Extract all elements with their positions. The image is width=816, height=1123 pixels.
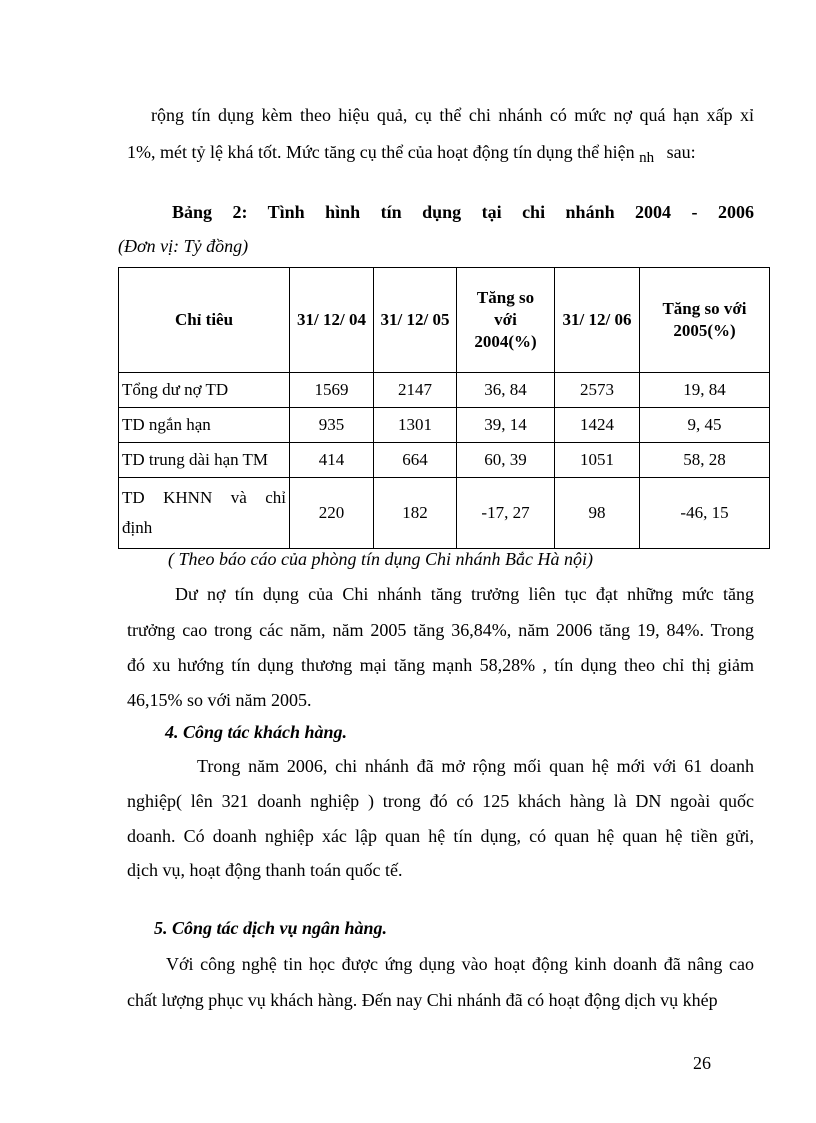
section-5-line-1: Với công nghệ tin học được ứng dụng vào hoạt động kinh doanh đã nâng cao xyxy=(166,954,754,974)
intro-line-2 xyxy=(127,141,754,165)
cell-2004: 935 xyxy=(290,408,374,443)
intro-line-2-end: sau: xyxy=(666,142,696,162)
cell-increase-2005: 58, 28 xyxy=(640,443,770,478)
section-4-heading: 4. Công tác khách hàng. xyxy=(165,722,348,742)
header-increase-vs-2004-l2: với xyxy=(494,310,517,329)
section-4-line-2: nghiệp( lên 321 doanh nghiệp ) trong đó có 125 khách hàng là DN ngoài quốc xyxy=(127,791,754,811)
table-row xyxy=(119,478,770,549)
table-row xyxy=(119,408,770,443)
cell-increase-2004: 39, 14 xyxy=(457,408,555,443)
cell-2006: 98 xyxy=(555,478,640,549)
table-header-row xyxy=(119,268,770,373)
header-increase-vs-2005-l1: Tăng so với xyxy=(662,299,747,318)
intro-line-1: rộng tín dụng kèm theo hiệu quả, cụ thể chi nhánh có mức nợ quá hạn xấp xỉ xyxy=(151,105,754,125)
row-label: TD trung dài hạn TM xyxy=(119,443,290,478)
para1-line-1: Dư nợ tín dụng của Chi nhánh tăng trưởng liên tục đạt những mức tăng xyxy=(175,584,754,604)
cell-increase-2005: 19, 84 xyxy=(640,373,770,408)
cell-2006: 2573 xyxy=(555,373,640,408)
para1-line-3: đó xu hướng tín dụng thương mại tăng mạnh 58,28% , tín dụng theo chỉ thị giảm xyxy=(127,655,754,675)
cell-increase-2005: -46, 15 xyxy=(640,478,770,549)
header-increase-vs-2004 xyxy=(457,268,555,373)
table-row xyxy=(119,443,770,478)
intro-line-2-text: 1%, mét tỷ lệ khá tốt. Mức tăng cụ thể của hoạt động tín dụng thể hiện xyxy=(127,142,635,162)
header-indicator: Chỉ tiêu xyxy=(119,268,290,373)
header-increase-vs-2005-l2: 2005(%) xyxy=(673,321,736,340)
table-source: ( Theo báo cáo của phòng tín dụng Chi nhánh Bắc Hà nội) xyxy=(168,549,593,569)
cell-2005: 664 xyxy=(374,443,457,478)
header-increase-vs-2005 xyxy=(640,268,770,373)
row-label: TD ngắn hạn xyxy=(119,408,290,443)
cell-increase-2004: 36, 84 xyxy=(457,373,555,408)
cell-2004: 1569 xyxy=(290,373,374,408)
cell-2004: 220 xyxy=(290,478,374,549)
intro-line-2-nh: nh xyxy=(639,150,655,166)
row-label-line-1: TD KHNN và chỉ xyxy=(122,488,286,507)
cell-2005: 1301 xyxy=(374,408,457,443)
section-4-line-1: Trong năm 2006, chi nhánh đã mở rộng mối quan hệ mới với 61 doanh xyxy=(197,756,754,776)
header-increase-vs-2004-l3: 2004(%) xyxy=(474,332,537,351)
cell-2005: 182 xyxy=(374,478,457,549)
cell-2005: 2147 xyxy=(374,373,457,408)
header-2006: 31/ 12/ 06 xyxy=(555,268,640,373)
cell-2006: 1051 xyxy=(555,443,640,478)
section-4-line-3: doanh. Có doanh nghiệp xác lập quan hệ tín dụng, có quan hệ quan hệ tiền gửi, xyxy=(127,826,754,846)
cell-increase-2005: 9, 45 xyxy=(640,408,770,443)
page-number: 26 xyxy=(693,1053,711,1073)
table-unit: (Đơn vị: Tỷ đồng) xyxy=(118,236,249,256)
credit-table xyxy=(118,267,770,549)
header-increase-vs-2004-l1: Tăng so xyxy=(476,288,535,307)
row-label-line-2: định xyxy=(122,518,153,537)
cell-2006: 1424 xyxy=(555,408,640,443)
cell-increase-2004: 60, 39 xyxy=(457,443,555,478)
para1-line-2: trưởng cao trong các năm, năm 2005 tăng 36,84%, năm 2006 tăng 19, 84%. Trong xyxy=(127,620,754,640)
header-2005: 31/ 12/ 05 xyxy=(374,268,457,373)
table-row xyxy=(119,373,770,408)
row-label xyxy=(119,478,290,549)
header-2004: 31/ 12/ 04 xyxy=(290,268,374,373)
row-label: Tổng dư nợ TD xyxy=(119,373,290,408)
section-5-heading: 5. Công tác dịch vụ ngân hàng. xyxy=(154,918,388,938)
table-caption: Bảng 2: Tình hình tín dụng tại chi nhánh 2004 - 2006 xyxy=(172,202,754,222)
section-4-line-4: dịch vụ, hoạt động thanh toán quốc tế. xyxy=(127,860,403,880)
cell-2004: 414 xyxy=(290,443,374,478)
cell-increase-2004: -17, 27 xyxy=(457,478,555,549)
para1-line-4: 46,15% so với năm 2005. xyxy=(127,690,312,710)
section-5-line-2: chất lượng phục vụ khách hàng. Đến nay Chi nhánh đã có hoạt động dịch vụ khép xyxy=(127,990,718,1010)
